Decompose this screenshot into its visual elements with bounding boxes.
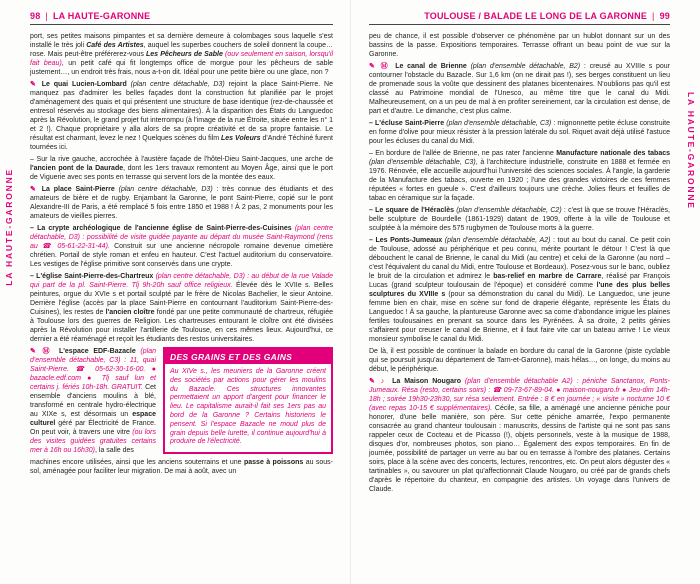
paragraph: [369, 236, 670, 344]
header-separator: |: [45, 11, 48, 21]
text-run: rejoint la place Saint-Pierre. Ne manquez pas d'admirer les belles façades dont la construction fut planifiée par le projet d'aménagement des quais et qui présentent une structure de base identique (rez-de-chaussée et entresol réservés au stockage des biens alimentaires). À la disparition des États du Languedoc après la Révolution, le grand projet fut interrompu (à l'image de la rue Étroite, située entre les n° 1 et 2 !). Chaque propriétaire y alla alors de sa propre créativité et de sa propre fantaisie. Le résultat est charmant, levez le nez ! Quelques scènes du film: [30, 81, 334, 142]
page-left-bottom-text: [30, 458, 333, 476]
poi-marker-icon: ✎: [30, 81, 42, 88]
text-run: au sous-sol, aménagée pour faciliter leur migration. De mai à août, avec un: [30, 459, 334, 475]
page-number: 99: [659, 11, 670, 21]
paragraph: [369, 32, 670, 59]
text-run: l'ancien cloître: [105, 309, 155, 316]
text-run: : mignonnette petite écluse construite en forme d'olive pour mieux résister à la pression latérale du sol. Riquet avait déjà utilisé l'astuce pour les écluses du canal du Midi.: [369, 120, 670, 145]
text-run: La place Saint-Pierre: [41, 186, 119, 193]
paragraph: [369, 377, 670, 494]
text-run: Manufacture nationale des tabacs: [556, 150, 671, 157]
text-run: Élevée dès le XVIIe s. Belles peintures, orgue du XVIe s et portail sculpté par le frère de Nicolas Bachelier, le sieur Antoine. Derrière l'église (accès par la place Saint-Pierre en contournant l'auditorium Saint-Pierre-des-Cuisines), les restes de: [30, 282, 334, 316]
text-run: – La crypte archéologique de l'ancienne église de Saint-Pierre-des-Cuisines: [30, 225, 295, 232]
text-run: (plan centre détachable, D3): [118, 186, 213, 193]
text-run: l'ancien pont de la Daurade: [30, 165, 124, 172]
text-run: (pour sa démonstration du canal du Midi). Le Languedoc, une jeune femme bien en chair, mise en scène sur fond de draperie élégante, représente les États du Languedoc ! À sa gauche, la plantureuse Garonne avec sa corne d'abondance irrigue les plaines fertiles toulousaines en prenant sa source dans les Pyrénées. À sa droite, 2 petits génies s'affairent pour creuser le canal de Brienne, et il faut faire vite car un bateau arrive ! Le vieux monsieur symbolise le canal du Midi.: [369, 291, 670, 343]
text-run: Au XIVe s., les meuniers de la Garonne créent des sociétés par actions pour gérer les moulins du Bazacle. Ces structures innovantes permettaient un apport d'argent pour financer le lieu. Le capitalisme aurait-il fait ses 1ers pas au bord de la Garonne ? Certains historiens le pensent. Si l'espace Bazacle ne moud plus de grain depuis belle lurette, il continue aujourd'hui à produire de l'électricité.: [170, 368, 326, 446]
text-run: , auquel les superbes couchers de soleil donnent la coupe… rose. Mais peut-être préférerez-vous: [30, 42, 333, 58]
header-rule: [30, 24, 333, 25]
text-run: Cet ensemble d'anciens moulins à blé, transformé en centrale hydro-électrique au XIXe s, est désormais un: [30, 384, 156, 418]
side-tab-right: LA HAUTE-GARONNE: [686, 92, 696, 210]
paragraph: [369, 119, 670, 146]
text-run: Le canal de Brienne: [395, 63, 471, 70]
paragraph: [369, 62, 670, 116]
infobox-title: DES GRAINS ET DES GAINS: [165, 349, 331, 364]
poi-marker-icon: ✎: [30, 186, 42, 193]
text-run: Le quai Lucien-Lombard: [41, 81, 131, 88]
paragraph: [30, 32, 333, 77]
page-right-header: [369, 11, 670, 21]
text-run: : c'est là que se trouve l'Héraclès, belle sculpture de Bourdelle (1861-1929) datant de 1909, offerte à la ville de Toulouse et sculptée à la mémoire des 575 rugbymen de Toulouse morts à la guerre.: [369, 207, 670, 232]
text-run: Cécile, sa fille, a aménagé une ancienne péniche pour honorer, d'une belle manière, son père. Sur cette péniche amarrée, l'expo permanente consacrée au grand chanteur toulousain : manuscrits, dessins de l'artiste qui ne sont pas sans rappeler ceux de Cocteau et de Picasso (!), objets personnels, veste à la musique de 1988, disques d'or, nombreuses photos, son piano… Également des expos temporaires. En fin de journée, possibilité de partager un verre au bar ou en terrasse à l'ombre des platanes. Certains soirs, place à la scène avec des concerts, lectures, rencontres, etc. On peut alors déguster des « tartinables », ou savourer un plat qu'affectionnait Claude Nougaro, ou créé par de grands chefs d'après le répertoire du chanteur, en compagnie des artistes. Un voyage dans l'univers de Claude.: [369, 405, 670, 493]
text-run: (plan centre détachable, D3) : possibilité de visite guidée payante au départ du musée Saint-Raymond (rens au ☎ 05-61-22-31-44).: [30, 225, 334, 250]
page-left-body: [30, 32, 333, 344]
text-run: : tout au bout du canal. Ce petit coin de Toulouse, adossé au périphérique et peu connu, mérite pourtant le détour ! C'est là que débouchent le canal de Brienne, le canal du Midi (au centre) et celui de la Garonne (au nord – c'est l'équivalent du canal du Midi, entre Toulouse et Bordeaux). Posez-vous sur le banc, oubliez le bruit de la circulation et admirez le: [369, 237, 670, 280]
poi-marker-icon: ✎ Ⓜ: [369, 63, 396, 70]
narrow-column: [30, 347, 156, 455]
text-run: d'André Téchiné furent tournées ici.: [30, 135, 334, 151]
text-run: port, ses petites maisons pimpantes et sa dernière demeure à colombages sous laquelle s'est installé le très joli: [30, 33, 333, 49]
poi-marker-icon: ✎ Ⓜ: [30, 348, 59, 355]
infobox-des-grains-et-des-gains: [163, 347, 333, 454]
text-run: , un petit café qui fit longtemps office de morgue pour les pêcheurs de sable justement…, un endroit très frais, nous a-t-on dit. Idéal pour une petite bière ou une glace, non ?: [30, 60, 333, 76]
text-run: machines encore utilisées, ainsi que les anciens souterrains et une: [30, 459, 244, 466]
text-run: – Le square de l'Héraclès: [369, 207, 457, 214]
text-run: – L'église Saint-Pierre-des-Chartreux: [30, 273, 156, 280]
text-run: passe à poissons: [243, 459, 304, 466]
text-run: – L'écluse Saint-Pierre: [369, 120, 447, 127]
text-run: (plan d'ensemble détachable, C3) : 11, quai Saint-Pierre. ☎ 05-62-30-16-00. ● bazacle.edf.com ● Tlj sauf lun et certains j. fériés 10h-18h. GRATUIT.: [30, 348, 156, 391]
text-run: : très connue des étudiants et des amateurs de bière et de rugby. Enjambant la Garonne, le pont Saint-Pierre, copié sur le pont Alexandre-III de Paris, a été remplacé 5 fois entre 1850 et 1988 ! À 2 pas, 2 monuments pour les amateurs de vieilles pierres.: [30, 186, 333, 220]
page-number: 98: [30, 11, 41, 21]
text-run: peu de chance, il est possible d'observer ce phénomène par un hublot donnant sur un des bassins de la passe. Expositions temporaires. Terrasse offrant un beau point de vue sur la Garonne.: [369, 33, 670, 58]
paragraph: [30, 347, 156, 455]
text-run: L'espace EDF-Bazacle: [58, 348, 141, 355]
paragraph: [369, 206, 670, 233]
text-run: : creusé au XVIIIe s pour contourner l'obstacle du Bazacle. Sur 1,6 km (on ne dirait pas !), ses berges constituent un lieu de promenade sous la voûte que dessinent des platanes bicentenaires. N'oublions pas qu'il est classé au Patrimoine mondial de l'Unesco, au même titre que le canal du Midi. Malheureusement, on a un peu de mal à en profiter sereinement, car la circulation est dense, de part et d'autre. Le dimanche, c'est plus calme.: [369, 63, 670, 115]
paragraph: [369, 149, 670, 203]
poi-marker-icon: ✎ ♪: [369, 378, 393, 385]
paragraph: [30, 185, 333, 221]
text-run: – En bordure de l'allée de Brienne, ne pas rater l'ancienne: [369, 150, 557, 157]
text-run: La Maison Nougaro: [392, 378, 465, 385]
paragraph: [30, 224, 333, 269]
text-run: , à l'architecture industrielle, construite en 1888 et fermée en 1976. Rénovée, elle accueille aujourd'hui l'université des sciences sociales. À l'angle, la garderie de la Manufacture des tabacs, ouverte en 1920 ; l'une des grandes victoires de ces femmes réputées « fortes en gueule ». C'est d'ailleurs toujours une crèche. Jolies fleurs et feuilles de tabac en céramique sur la façade.: [369, 159, 670, 202]
text-run: , réalisé par François Lucas (grand sculpteur toulousain de l'époque) et considéré comme: [369, 273, 671, 289]
paragraph: [170, 368, 326, 447]
paragraph: [369, 347, 670, 374]
text-run: bas-relief en marbre de Carrare: [493, 273, 602, 280]
text-run: Café des Artistes: [86, 42, 144, 49]
text-run: (plan centre détachable, D3) : au début de la rue Valade qui part de la pl. Saint-Pierre. Tlj 9h-20h sauf office religieux.: [30, 273, 333, 289]
page-right: [350, 0, 700, 584]
text-run: (plan d'ensemble détachable, C3): [369, 159, 476, 166]
text-run: (plan d'ensemble détachable, C2): [456, 207, 562, 214]
header-title: LA HAUTE-GARONNE: [52, 11, 151, 21]
text-run: fondé par une petite communauté de chartreux, réfugiée à Toulouse lors des guerres de Religion. Les chartreuses entourant le cloître ont été divisées après la Révolution pour installer l'artillerie de Toulouse, en ces mêmes lieux. Aujourd'hui, ce dernier a été réaménagé et reçoit les étudiants des restos universitaires.: [30, 309, 333, 343]
text-run: (plan d'ensemble détachable, C3): [446, 120, 552, 127]
text-run: Les Pêcheurs de Sable: [145, 51, 223, 58]
text-run: (plan d'ensemble détachable A2) : péniche Sanctanox, Ponts-Jumeaux. Résa (resto, certains soirs) : ☎ 09-73-67-89-04. ● maison-nougaro.fr ● Jeu-dim 14h-18h ; soirée 19h30-23h30, sur résa seulement. Entrée : 8 € en journée ; « visite » nocturne 10 € (avec repas 10-15 € supplémentaires).: [369, 378, 670, 412]
text-run: Construit sur une ancienne nécropole romaine devenue cimetière chrétien. Portail de style roman et enfeu en hauteur. C'est l'actuel auditorium du conservatoire. Les vestiges de l'église primitive sont conservés dans une crypte.: [30, 243, 333, 268]
text-run: (plan d'ensemble détachable, A2): [444, 237, 551, 244]
text-run: espace culturel: [30, 411, 156, 427]
text-run: l'une des plus belles sculptures du XVIIIe s: [369, 282, 670, 298]
text-run: (plan d'ensemble détachable, B2): [470, 63, 581, 70]
paragraph: [30, 458, 333, 476]
paragraph: [30, 272, 333, 344]
text-run: , dont les 1ers travaux remontent au Moyen Âge, ainsi que le port de Viguerie avec ses ponts en terrasse qui servent lors de la montée des eaux.: [30, 165, 333, 181]
text-run: (ou lors des visites guidées gratuites certains mer à 16h ou 16h30): [30, 429, 157, 454]
side-tab-left: LA HAUTE-GARONNE: [4, 168, 14, 286]
header-rule: [369, 24, 670, 25]
header-title: TOULOUSE / BALADE LE LONG DE LA GARONNE: [424, 11, 648, 21]
text-run: De là, il est possible de continuer la balade en bordure du canal de la Garonne (piste cyclable qui se poursuit jusqu'au département de Tarn-et-Garonne), mais hélas…, on longe, du moins au début, le périphérique.: [369, 348, 670, 373]
text-run: Les Voleurs: [221, 135, 261, 142]
page-left-header: [30, 11, 333, 21]
paragraph: [30, 80, 333, 152]
page-left-split-section: [30, 347, 333, 455]
text-run: géré par Électricité de France. On peut voir, à travers une vitre: [30, 420, 156, 436]
infobox-body: [165, 364, 331, 452]
text-run: (plan centre détachable, D3): [130, 81, 225, 88]
text-run: (ouv seulement en saison, lorsqu'il fait beau): [30, 51, 333, 67]
paragraph: [30, 155, 333, 182]
header-separator: |: [652, 11, 655, 21]
text-run: – Les Ponts-Jumeaux: [369, 237, 445, 244]
text-run: – Sur la rive gauche, accrochée à l'austère façade de l'hôtel-Dieu Saint-Jacques, une arche de: [30, 156, 333, 163]
page-right-body: [369, 32, 670, 494]
text-run: , la salle des: [95, 447, 134, 454]
